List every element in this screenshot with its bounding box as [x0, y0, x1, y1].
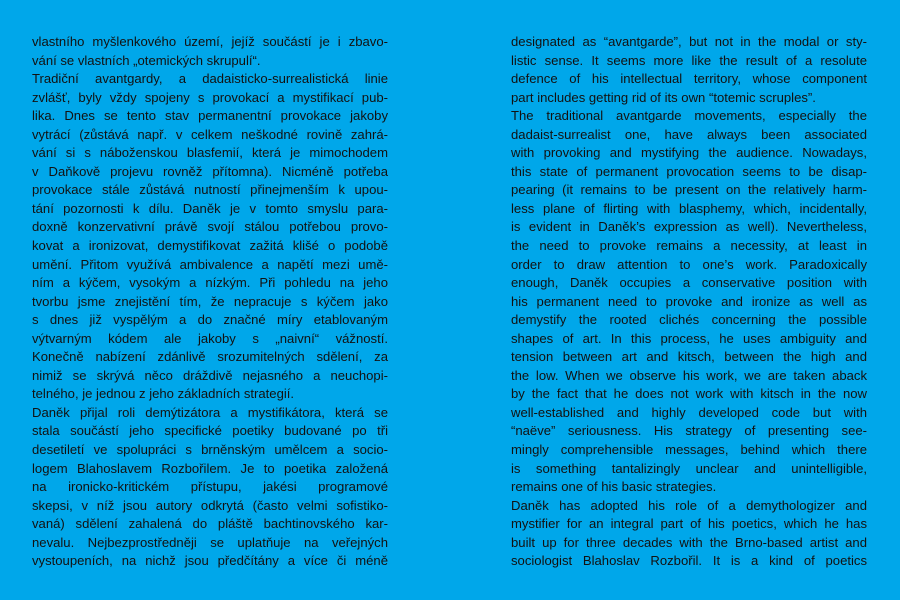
czech-text-line: výtvarným kódem ale jakoby s „naivní“ vážností. — [32, 330, 388, 346]
english-text-line: the low. When we observe his work, we are taken aback — [511, 367, 867, 383]
czech-text-line: stala součástí jeho specifické poetiky budované po tři — [32, 423, 388, 439]
english-text-line: with provoking and mystifying the audience. Nowadays, — [511, 145, 867, 161]
english-text-line: this state of permanent provocation seems to be disap- — [511, 163, 867, 179]
czech-text-line: ním a kýčem, vysokým a nízkým. Při pohledu na jeho — [32, 275, 388, 291]
english-text-line: the need to provoke remains a necessity, at least in — [511, 238, 867, 254]
czech-text-line: Konečně nabízení zdánlivě srozumitelných sdělení, za — [32, 349, 388, 365]
english-text-line: built up for three decades with the Brno-based artist and — [511, 534, 867, 550]
english-text-line: pearing (it remains to be present on the relatively harm- — [511, 182, 867, 198]
czech-text-line: umění. Přitom využívá ambivalence a napětí mezi umě- — [32, 256, 388, 272]
english-text-line: Daněk has adopted his role of a demythologizer and — [511, 497, 867, 513]
czech-text-line: zvlášť, byly vždy spojeny s provokací a mystifikací pub- — [32, 89, 388, 105]
english-text-line: part includes getting rid of its own “totemic scruples”. — [511, 89, 816, 105]
english-text-line: listic sense. It seems more like the result of a resolute — [511, 52, 867, 68]
czech-text-column — [32, 33, 388, 571]
english-text-line: enough, Daněk occupies a conservative position with — [511, 275, 867, 291]
english-text-line: less plane of flirting with blasphemy, which, incidentally, — [511, 200, 867, 216]
czech-text-line: logem Blahoslavem Rozbořilem. Je to poetika založená — [32, 460, 388, 476]
english-text-line: dadaist-surrealist one, have always been associated — [511, 126, 867, 142]
english-text-line: mingly comprehensible messages, behind which there — [511, 442, 867, 458]
english-text-line: remains one of his basic strategies. — [511, 479, 717, 495]
czech-text-line: vaná) sdělení zahalená do pláště bachtinovského kar- — [32, 516, 388, 532]
english-text-line: is something tantalizingly unclear and unintelligible, — [511, 460, 867, 476]
czech-text-line: telného, je jednou z jeho základních strategií. — [32, 386, 295, 402]
english-text-line: order to draw attention to one’s work. Paradoxically — [511, 256, 867, 272]
czech-text-line: kovat a ironizovat, demystifikovat zažitá klišé o podobě — [32, 238, 388, 254]
english-text-line: The traditional avantgarde movements, especially the — [511, 108, 867, 124]
czech-text-line: na ironicko-kritickém přístupu, jakési programové — [32, 479, 388, 495]
czech-text-line: Daněk přijal roli demýtizátora a mystifikátora, která se — [32, 404, 388, 420]
czech-text-line: lika. Dnes se tento stav permanentní provokace jakoby — [32, 108, 388, 124]
czech-text-line: skepsi, v níž jsou autory odkrytá (často velmi sofistiko- — [32, 497, 388, 513]
czech-text-line: vystoupeních, na nichž jsou předčítány a více či méně — [32, 553, 388, 569]
english-text-line: by the fact that he does not work with kitsch in the now — [511, 386, 867, 402]
czech-text-line: provokace stále zůstává nutností přinejmenším k upou- — [32, 182, 388, 198]
english-text-line: tension between art and kitsch, between the high and — [511, 349, 867, 365]
czech-text-line: desetiletí ve spolupráci s brněnským umělcem a socio- — [32, 442, 388, 458]
english-text-line: mystifier for an integral part of his poetics, which he has — [511, 516, 867, 532]
czech-text-line: s dnes již vyspělým a do značné míry etablovaným — [32, 312, 388, 328]
english-text-line: demystify the rooted clichés concerning the possible — [511, 312, 867, 328]
english-text-line: sociologist Blahoslav Rozbořil. It is a kind of poetics — [511, 553, 867, 569]
english-text-line: well-established and highly developed code but with — [511, 404, 867, 420]
english-text-line: designated as “avantgarde”, but not in the modal or sty- — [511, 34, 867, 49]
english-text-line: “naëve” seriousness. His strategy of presenting see- — [511, 423, 867, 439]
english-text-line: is evident in Daněk’s expression as well). Nevertheless, — [511, 219, 867, 235]
czech-text-line: vytrácí (zůstává např. v celkem neškodné rovině zahrá- — [32, 126, 388, 142]
english-text-line: defence of his intellectual territory, whose component — [511, 71, 867, 87]
czech-text-line: v Daňkově projevu rovněž přítomna). Nicméně potřeba — [32, 163, 388, 179]
english-text-line: his permanent need to provoke and ironize as well as — [511, 293, 867, 309]
english-text-column — [511, 33, 867, 571]
czech-text-line: tání pozornosti k dílu. Daněk je v tomto smyslu para- — [32, 200, 388, 216]
czech-text-line: Tradiční avantgardy, a dadaisticko-surrealistická linie — [32, 71, 388, 87]
czech-text-line: tvorbu jsme znejistění tím, že nepracuje s kýčem jako — [32, 293, 388, 309]
english-text-line: shapes of art. In this process, he uses ambiguity and — [511, 330, 867, 346]
czech-text-line: nevalu. Nejbezprostředněji se uplatňuje na veřejných — [32, 534, 388, 550]
czech-text-line: doxně konzervativní právě svojí stálou potřebou provo- — [32, 219, 388, 235]
czech-text-line: nimiž se skrývá něco dráždivě nejasného a neuchopi- — [32, 367, 388, 383]
czech-text-line: vání se vlastních „otemických skrupulí“. — [32, 52, 261, 68]
czech-text-line: vlastního myšlenkového území, jejíž součástí je i zbavo- — [32, 34, 388, 49]
czech-text-line: vání si s náboženskou blasfemií, která je mimochodem — [32, 145, 388, 161]
